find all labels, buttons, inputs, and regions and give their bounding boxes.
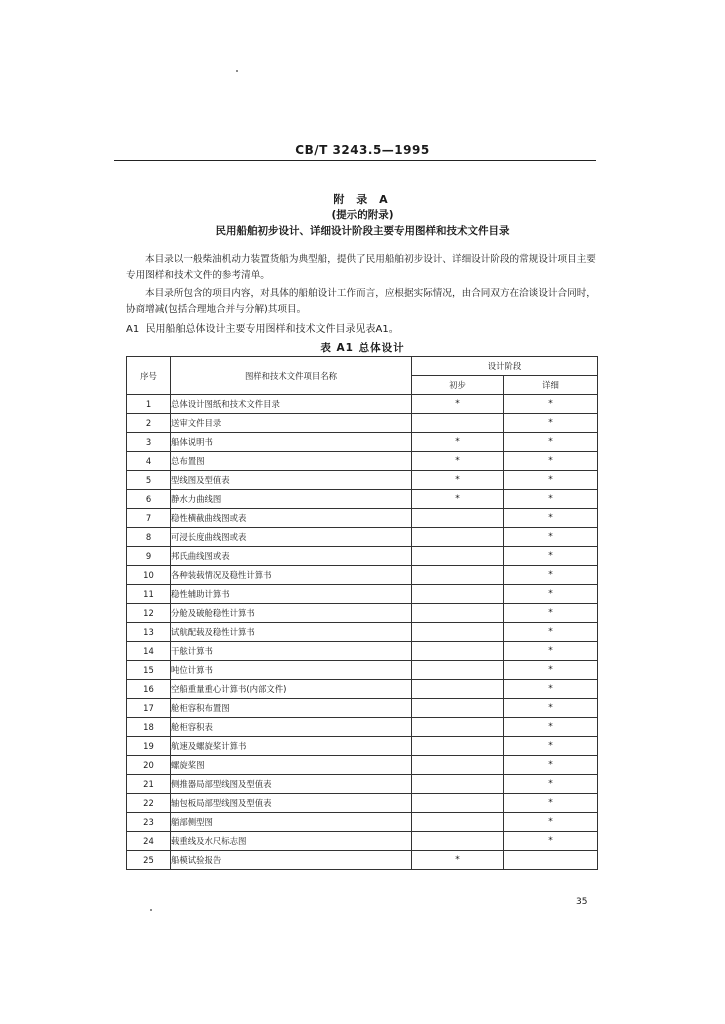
row-number: 6 (127, 490, 171, 509)
table-row (127, 623, 598, 642)
row-number: 10 (127, 566, 171, 585)
row-number: 11 (127, 585, 171, 604)
detail-mark: * (504, 490, 598, 509)
row-number: 16 (127, 680, 171, 699)
prelim-mark (412, 813, 504, 832)
column-header-stage: 设计阶段 (412, 357, 598, 376)
item-name: 静水力曲线图 (171, 490, 412, 509)
table-row (127, 509, 598, 528)
prelim-mark (412, 661, 504, 680)
detail-mark: * (504, 756, 598, 775)
detail-mark: * (504, 604, 598, 623)
table-row (127, 642, 598, 661)
appendix-subtitle: (提示的附录) (331, 209, 394, 221)
row-number: 24 (127, 832, 171, 851)
table-row (127, 547, 598, 566)
row-number: 25 (127, 851, 171, 870)
prelim-mark (412, 604, 504, 623)
table-row (127, 737, 598, 756)
table-row (127, 794, 598, 813)
row-number: 3 (127, 433, 171, 452)
table-row (127, 395, 598, 414)
row-number: 17 (127, 699, 171, 718)
row-number: 5 (127, 471, 171, 490)
table-row (127, 528, 598, 547)
item-name: 稳性横截曲线图或表 (171, 509, 412, 528)
detail-mark: * (504, 585, 598, 604)
detail-mark: * (504, 471, 598, 490)
item-name: 总布置图 (171, 452, 412, 471)
item-name: 船模试验报告 (171, 851, 412, 870)
detail-mark: * (504, 452, 598, 471)
intro-paragraph-1: 本目录以一般柴油机动力装置货船为典型船，提供了民用船舶初步设计、详细设计阶段的常规设计项目主要专用图样和技术文件的参考清单。 (126, 254, 596, 281)
prelim-mark (412, 642, 504, 661)
section-a1 (126, 322, 606, 338)
row-number: 14 (127, 642, 171, 661)
detail-mark: * (504, 775, 598, 794)
detail-mark: * (504, 395, 598, 414)
scan-speck (150, 909, 152, 911)
prelim-mark: * (412, 851, 504, 870)
item-name: 稳性辅助计算书 (171, 585, 412, 604)
detail-mark (504, 851, 598, 870)
detail-mark: * (504, 661, 598, 680)
item-name: 总体设计图纸和技术文件目录 (171, 395, 412, 414)
row-number: 13 (127, 623, 171, 642)
prelim-mark: * (412, 471, 504, 490)
item-name: 分舱及破舱稳性计算书 (171, 604, 412, 623)
section-label: A1 (126, 324, 140, 335)
detail-mark: * (504, 642, 598, 661)
item-name: 空船重量重心计算书(内部文件) (171, 680, 412, 699)
appendix-main-title: 民用船舶初步设计、详细设计阶段主要专用图样和技术文件目录 (215, 225, 510, 237)
prelim-mark (412, 832, 504, 851)
row-number: 7 (127, 509, 171, 528)
item-name: 各种装载情况及稳性计算书 (171, 566, 412, 585)
detail-mark: * (504, 699, 598, 718)
table-caption: 表 A1 总体设计 (320, 342, 405, 354)
detail-mark: * (504, 433, 598, 452)
prelim-mark (412, 737, 504, 756)
detail-mark: * (504, 680, 598, 699)
table-row (127, 813, 598, 832)
item-name: 艏部侧型图 (171, 813, 412, 832)
prelim-mark (412, 718, 504, 737)
detail-mark: * (504, 737, 598, 756)
detail-mark: * (504, 414, 598, 433)
table-row (127, 471, 598, 490)
item-name: 邦氏曲线图或表 (171, 547, 412, 566)
item-name: 载重线及水尺标志图 (171, 832, 412, 851)
detail-mark: * (504, 794, 598, 813)
detail-mark: * (504, 509, 598, 528)
table-row (127, 566, 598, 585)
scan-speck (236, 70, 238, 72)
row-number: 15 (127, 661, 171, 680)
item-name: 侧推器局部型线图及型值表 (171, 775, 412, 794)
item-name: 吨位计算书 (171, 661, 412, 680)
table-row (127, 718, 598, 737)
item-name: 船体说明书 (171, 433, 412, 452)
prelim-mark: * (412, 433, 504, 452)
table-row (127, 452, 598, 471)
row-number: 22 (127, 794, 171, 813)
row-number: 20 (127, 756, 171, 775)
table-row (127, 699, 598, 718)
item-name: 舱柜容积表 (171, 718, 412, 737)
detail-mark: * (504, 832, 598, 851)
item-name: 航速及螺旋桨计算书 (171, 737, 412, 756)
row-number: 2 (127, 414, 171, 433)
item-name: 型线图及型值表 (171, 471, 412, 490)
row-number: 8 (127, 528, 171, 547)
column-header-detail: 详细 (504, 376, 598, 395)
row-number: 4 (127, 452, 171, 471)
header-rule (114, 160, 596, 161)
detail-mark: * (504, 718, 598, 737)
design-items-table (126, 356, 598, 870)
item-name: 舱柜容积布置图 (171, 699, 412, 718)
prelim-mark (412, 794, 504, 813)
column-header-prelim: 初步 (412, 376, 504, 395)
table-row (127, 851, 598, 870)
row-number: 18 (127, 718, 171, 737)
item-name: 试航配载及稳性计算书 (171, 623, 412, 642)
prelim-mark: * (412, 490, 504, 509)
prelim-mark (412, 547, 504, 566)
table-row (127, 661, 598, 680)
row-number: 12 (127, 604, 171, 623)
table-row (127, 680, 598, 699)
page-number: 35 (576, 897, 588, 907)
column-header-no: 序号 (127, 357, 171, 395)
table-row (127, 756, 598, 775)
table-row (127, 414, 598, 433)
row-number: 1 (127, 395, 171, 414)
prelim-mark (412, 699, 504, 718)
row-number: 23 (127, 813, 171, 832)
prelim-mark (412, 566, 504, 585)
item-name: 轴包板局部型线图及型值表 (171, 794, 412, 813)
prelim-mark: * (412, 452, 504, 471)
prelim-mark (412, 680, 504, 699)
detail-mark: * (504, 623, 598, 642)
row-number: 9 (127, 547, 171, 566)
standard-number-header: CB/T 3243.5—1995 (295, 143, 430, 157)
prelim-mark (412, 623, 504, 642)
detail-mark: * (504, 547, 598, 566)
prelim-mark (412, 528, 504, 547)
row-number: 21 (127, 775, 171, 794)
prelim-mark: * (412, 395, 504, 414)
prelim-mark (412, 509, 504, 528)
item-name: 送审文件目录 (171, 414, 412, 433)
intro-paragraph-2: 本目录所包含的项目内容，对具体的船舶设计工作而言，应根据实际情况，由合同双方在洽谈设计合同时，协商增减(包括合理地合并与分解)其项目。 (126, 288, 596, 315)
column-header-name: 图样和技术文件项目名称 (171, 357, 412, 395)
appendix-title: 附 录 A (333, 193, 392, 206)
item-name: 可浸长度曲线图或表 (171, 528, 412, 547)
prelim-mark (412, 414, 504, 433)
table-row (127, 433, 598, 452)
prelim-mark (412, 585, 504, 604)
table-row (127, 832, 598, 851)
table-row (127, 490, 598, 509)
detail-mark: * (504, 813, 598, 832)
section-text: 民用船舶总体设计主要专用图样和技术文件目录见表A1。 (145, 324, 399, 335)
table-row (127, 775, 598, 794)
prelim-mark (412, 775, 504, 794)
item-name: 螺旋桨图 (171, 756, 412, 775)
item-name: 干舷计算书 (171, 642, 412, 661)
row-number: 19 (127, 737, 171, 756)
table-row (127, 585, 598, 604)
prelim-mark (412, 756, 504, 775)
table-row (127, 604, 598, 623)
detail-mark: * (504, 528, 598, 547)
detail-mark: * (504, 566, 598, 585)
